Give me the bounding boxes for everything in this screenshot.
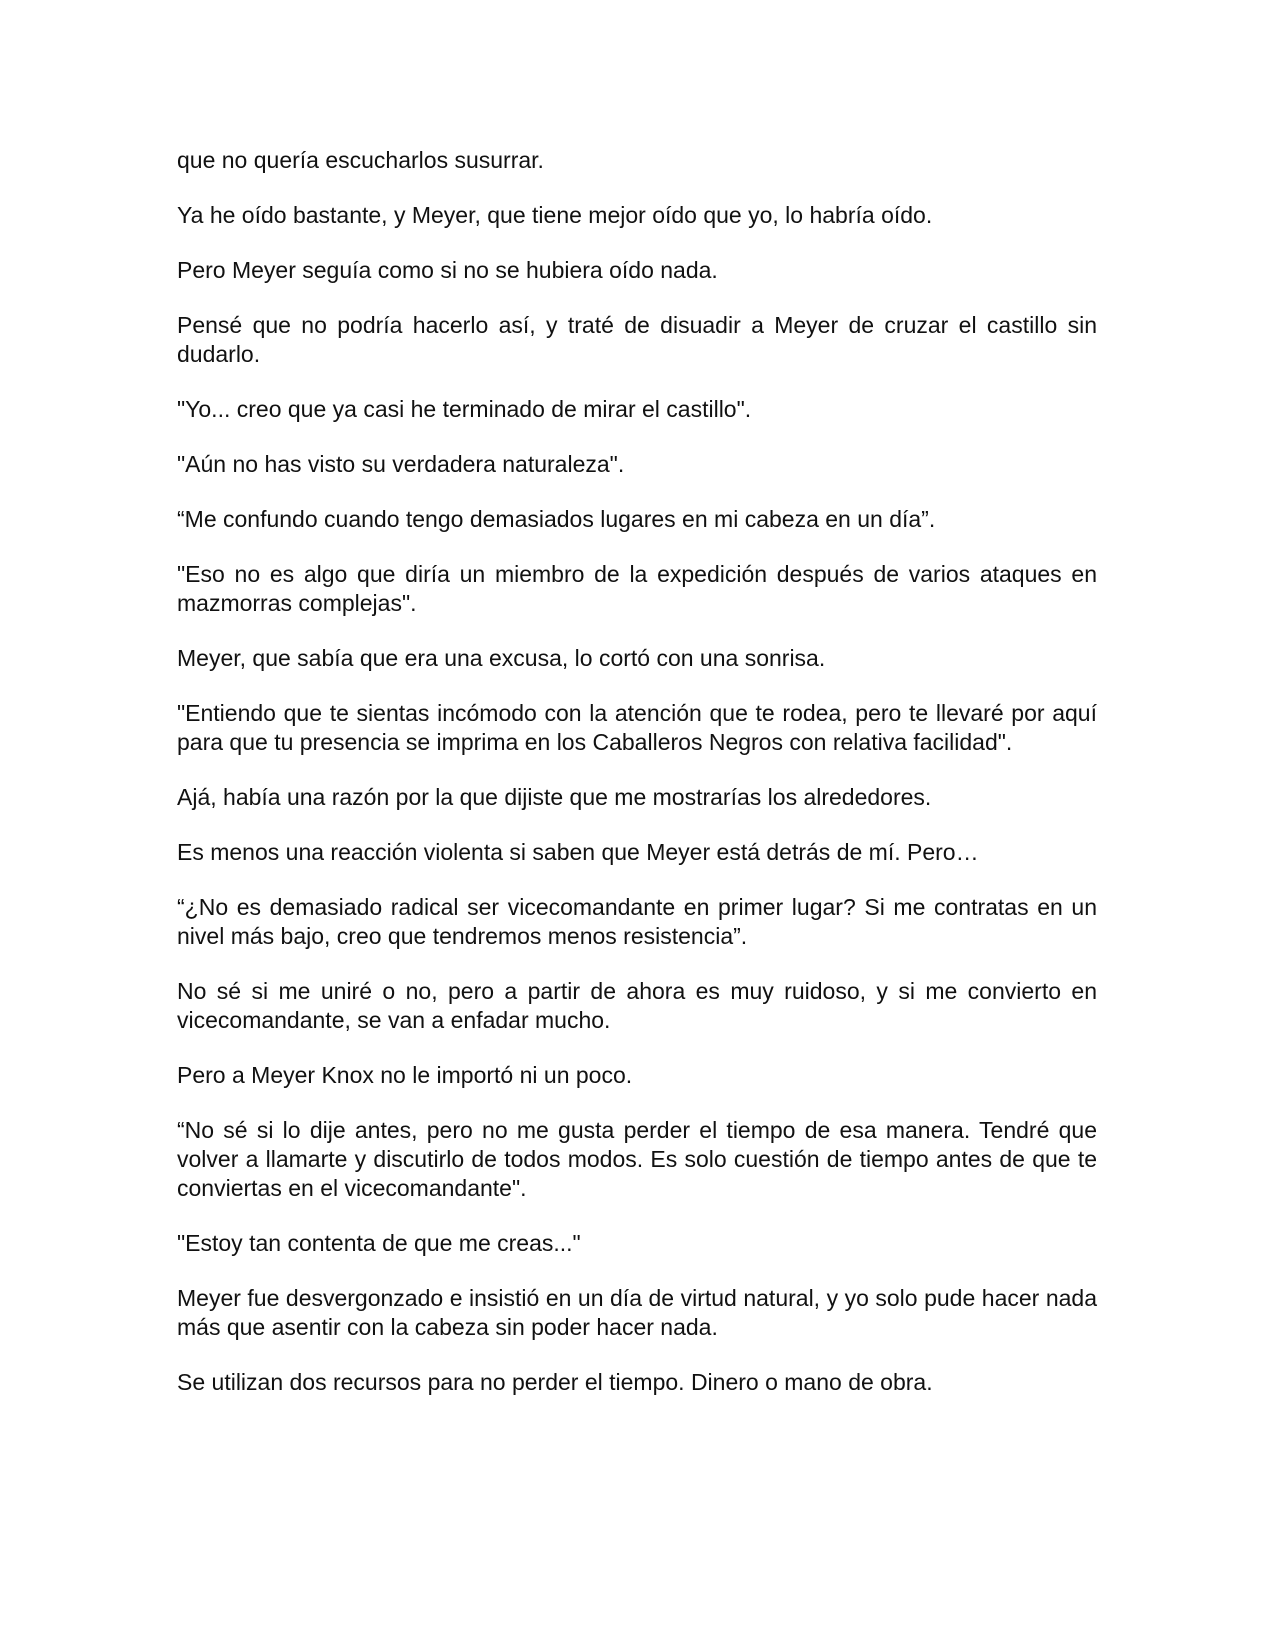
paragraph: Pensé que no podría hacerlo así, y traté de disuadir a Meyer de cruzar el castillo sin dudarlo. bbox=[177, 312, 1097, 367]
paragraph: Ajá, había una razón por la que dijiste que me mostrarías los alrededores. bbox=[177, 784, 932, 810]
paragraph: Se utilizan dos recursos para no perder el tiempo. Dinero o mano de obra. bbox=[177, 1369, 933, 1395]
paragraph: "Estoy tan contenta de que me creas..." bbox=[177, 1230, 581, 1256]
paragraph: "Yo... creo que ya casi he terminado de mirar el castillo". bbox=[177, 396, 752, 422]
paragraph: "Entiendo que te sientas incómodo con la atención que te rodea, pero te llevaré por aquí para que tu presencia se imprima en los Caballeros Negros con relativa facilidad". bbox=[177, 700, 1097, 755]
document-body bbox=[177, 146, 1097, 1423]
paragraph: Meyer fue desvergonzado e insistió en un día de virtud natural, y yo solo pude hacer nada más que asentir con la cabeza sin poder hacer nada. bbox=[177, 1285, 1097, 1340]
paragraph: que no quería escucharlos susurrar. bbox=[177, 147, 544, 173]
paragraph: "Aún no has visto su verdadera naturaleza". bbox=[177, 451, 625, 477]
paragraph: “¿No es demasiado radical ser vicecomandante en primer lugar? Si me contratas en un nivel más bajo, creo que tendremos menos resistencia”. bbox=[177, 894, 1097, 949]
paragraph: “Me confundo cuando tengo demasiados lugares en mi cabeza en un día”. bbox=[177, 506, 936, 532]
paragraph: “No sé si lo dije antes, pero no me gusta perder el tiempo de esa manera. Tendré que volver a llamarte y discutirlo de todos modos. Es solo cuestión de tiempo antes de que te conviertas en el vicecomandante". bbox=[177, 1117, 1097, 1201]
paragraph: Es menos una reacción violenta si saben que Meyer está detrás de mí. Pero… bbox=[177, 839, 979, 865]
paragraph: Pero Meyer seguía como si no se hubiera oído nada. bbox=[177, 257, 718, 283]
paragraph: Meyer, que sabía que era una excusa, lo cortó con una sonrisa. bbox=[177, 645, 826, 671]
paragraph: Ya he oído bastante, y Meyer, que tiene mejor oído que yo, lo habría oído. bbox=[177, 202, 933, 228]
paragraph: Pero a Meyer Knox no le importó ni un poco. bbox=[177, 1062, 633, 1088]
paragraph: No sé si me uniré o no, pero a partir de ahora es muy ruidoso, y si me convierto en vicecomandante, se van a enfadar mucho. bbox=[177, 978, 1097, 1033]
paragraph: "Eso no es algo que diría un miembro de la expedición después de varios ataques en mazmorras complejas". bbox=[177, 561, 1097, 616]
